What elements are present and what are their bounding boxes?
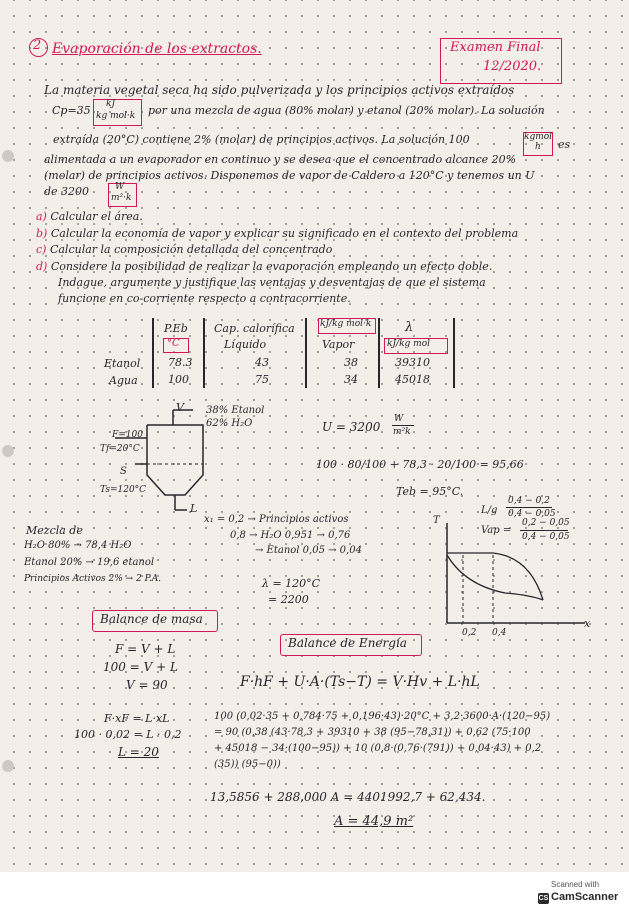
mix-temperature: 100 · 80/100 + 78,3 · 20/100 = 95,66 <box>316 458 524 471</box>
question-item: d) Considere la posibilidad de realizar la evaporación empleando un efecto doble. <box>36 260 493 273</box>
diagram-vapor-label: V <box>176 401 184 414</box>
exam-label-line2: 12/2020. <box>483 59 542 74</box>
camscanner-name: CamScanner <box>551 891 619 903</box>
question-item: funcione en co-corriente respecto a contracorriente. <box>58 292 351 305</box>
lrel-top: 0,4 − 0,2 <box>508 496 550 506</box>
problem-line-6: de 3200 <box>44 185 90 198</box>
boiling-temperature: Teb = 95°C. <box>396 485 464 498</box>
table-unit-lambda: kJ/kg mol <box>387 339 431 349</box>
table-cell: 34 <box>344 373 358 386</box>
table-header-lambda: λ <box>405 320 414 335</box>
diagram-vapor-comp1: 38% Etanol <box>206 405 265 416</box>
question-item: b) Calcular la economía de vapor y explicar su significado en el contexto del problema <box>36 227 519 240</box>
u-unit-bottom: m²k <box>393 427 411 437</box>
lrel-label: L/g <box>481 505 498 516</box>
diagram-steam-temp: Ts=120°C <box>100 485 147 495</box>
energy-balance-eq: = 90 (0,38 (43·78,3 + 39310 + 38 (95−78,31)) + 0,62 (75·100 <box>214 727 531 738</box>
mixture-line-2: Etanol 20% → 19,6 etanol <box>24 557 155 568</box>
question-item: c) Calcular la composición detallada del concentrado <box>36 243 333 256</box>
problem-line-3: extraída (20°C) contiene 2% (molar) de principios activos. La solución 100 <box>53 133 470 146</box>
vap-label: Vap = <box>481 525 512 536</box>
cp-label: Cp=35 <box>52 104 91 117</box>
diagram-feed-temp: Tf=20°C <box>100 444 140 454</box>
problem-number: 2 <box>33 38 42 53</box>
vap-top: 0,2 − 0,05 <box>522 518 570 528</box>
problem-line-5: (molar) de principios activos. Disponemos de vapor de Caldero a 120°C y tenemos un U <box>44 169 535 182</box>
table-row-name: Etanol <box>104 357 141 370</box>
table-subheader-liquid: Líquido <box>224 338 267 351</box>
problem-title: Evaporación de los extractos. <box>52 41 262 57</box>
table-unit-peb: °C <box>167 338 180 349</box>
composition-line-2: 0,8 → H₂O 0,951 → 0,76 <box>230 530 351 541</box>
energy-balance-eq: 13,5856 + 288,000 A = 4401992,7 + 62,434. <box>210 790 486 804</box>
table-cell: 75 <box>255 373 269 386</box>
composition-line-1: x₁ = 0,2 → Principios activos <box>204 514 349 525</box>
lambda-line-2: = 2200 <box>268 593 309 606</box>
graph-tick-2: 0,4 <box>492 628 507 638</box>
energy-balance-eq: F·hF + U·A·(Ts−T) = V·Hv + L·hL <box>240 674 480 690</box>
problem-line-1: La materia vegetal seca ha sido pulverizada y los principios activos extraídos <box>44 83 515 97</box>
mass-balance-eq: 100 = V + L <box>103 660 178 674</box>
table-header-cp: Cap. calorífica <box>214 322 295 335</box>
mass-balance-eq: 100 · 0,02 = L · 0,2 <box>74 728 182 741</box>
table-cell: 43 <box>255 356 269 369</box>
graph-t-axis-label: T <box>433 515 440 526</box>
scanned-with-text: Scanned with <box>551 880 600 889</box>
graph-tick-1: 0,2 <box>462 628 477 638</box>
composition-line-3: → Etanol 0,05 → 0,04 <box>255 545 362 556</box>
mass-balance-eq: F = V + L <box>115 642 176 656</box>
diagram-feed-label: F=100 <box>112 430 143 440</box>
lrel-bottom: 0,4 − 0,05 <box>508 509 556 519</box>
table-subheader-vapor: Vapor <box>322 338 355 351</box>
camscanner-watermark <box>535 880 625 906</box>
exam-label-line1: Examen Final <box>450 40 541 55</box>
camscanner-icon: CS <box>538 895 549 902</box>
lambda-line-1: λ = 120°C <box>262 577 321 590</box>
table-cell: 45018 <box>395 373 430 386</box>
feed-unit-bottom: h <box>535 142 541 152</box>
tx-graph <box>435 515 590 635</box>
energy-balance-eq: 100 (0,02·35 + 0,784·75 + 0,196·43)·20°C + 3,2·3600·A·(120−95) <box>214 711 551 722</box>
cp-unit-bottom: kg mol·k <box>96 111 136 121</box>
u-unit-top: W <box>115 182 125 192</box>
table-unit-cp: kJ/kg mol·k <box>320 319 372 329</box>
mixture-line-3: Principios Activos 2% → 2 P.A. <box>24 574 162 584</box>
table-header-peb: P.Eb <box>164 322 188 335</box>
problem-line-3b: es <box>558 138 571 151</box>
energy-balance-title: Balance de Energía <box>288 636 407 650</box>
diagram-steam-label: S <box>120 466 127 477</box>
table-row-name: Agua <box>109 374 138 387</box>
table-cell: 100 <box>168 373 189 386</box>
diagram-vapor-comp2: 62% H₂O <box>206 418 253 429</box>
cp-unit-top: kJ <box>106 99 116 109</box>
problem-line-2: por una mezcla de agua (80% molar) y etanol (20% molar). La solución <box>148 104 545 117</box>
u-unit-bottom: m²·k <box>111 193 132 203</box>
feed-unit-top: kgmol <box>524 132 553 142</box>
mass-balance-title: Balance de masa <box>100 612 203 626</box>
graph-x-axis-label: x <box>584 617 591 630</box>
u-value: U = 3200 <box>322 420 381 434</box>
problem-line-4: alimentada a un evaporador en continuo y se desea que el concentrado alcance 20% <box>44 153 517 166</box>
vap-bottom: 0,4 − 0,05 <box>522 532 570 542</box>
energy-balance-eq: (35)) (95−0)) <box>214 759 281 770</box>
u-unit-top: W <box>394 414 404 424</box>
energy-balance-eq: + 45018 − 34·(100−95)) + 10 (0,8·(0,76·(791)) + 0,04·43) + 0,2 <box>214 743 542 754</box>
mass-balance-eq: V = 90 <box>126 678 168 692</box>
table-cell: 78.3 <box>168 356 193 369</box>
question-item: a) Calcular el área. <box>36 210 143 223</box>
mass-balance-eq: F·xF = L·xL <box>104 712 170 725</box>
table-cell: 39310 <box>395 356 430 369</box>
diagram-liquid-label: L <box>190 502 198 515</box>
mixture-line-1: H₂O 80% → 78,4 H₂O <box>24 540 132 551</box>
mixture-title: Mezcla de <box>26 524 83 537</box>
mass-balance-eq: L = 20 <box>118 745 159 759</box>
question-item: Indague, argumente y justifique las ventajas y desventajas de que el sistema <box>58 276 486 289</box>
table-cell: 38 <box>344 356 358 369</box>
area-result: A = 44,9 m² <box>334 814 414 829</box>
